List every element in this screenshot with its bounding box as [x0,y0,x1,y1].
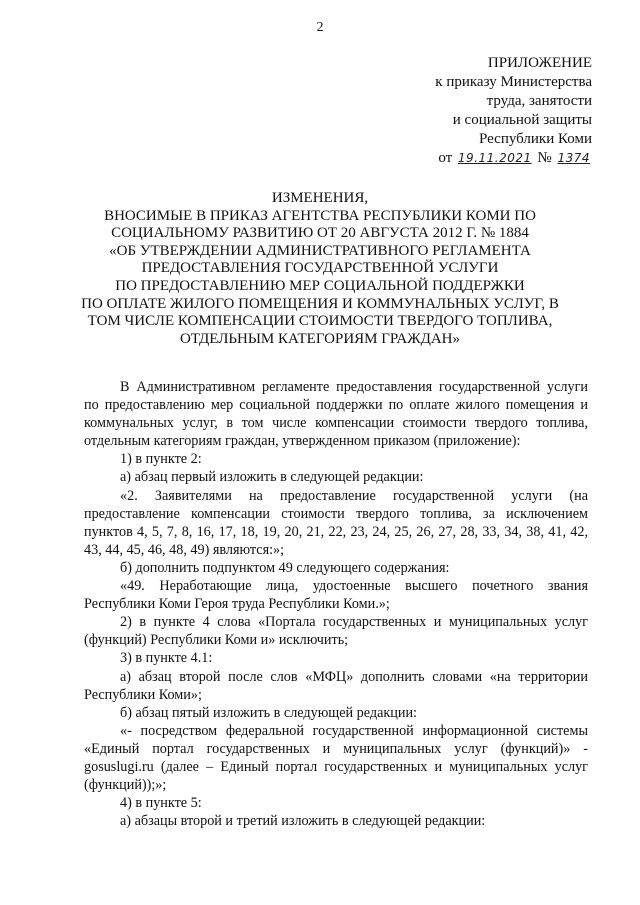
title-line: «ОБ УТВЕРЖДЕНИИ АДМИНИСТРАТИВНОГО РЕГЛАМЕНТА [109,242,531,259]
appendix-date-line [435,149,592,168]
title-line: ТОМ ЧИСЛЕ КОМПЕНСАЦИИ СТОИМОСТИ ТВЕРДОГО ТОПЛИВА, [87,313,553,330]
body-paragraph: «- посредством федеральной государственной информационной системы «Единый портал государственных и муниципальных услуг (функций)» - gosuslugi.ru (далее – Единый портал государственных и муниципальных услуг (функций));»; [84,722,588,794]
title-line: ОТДЕЛЬНЫМ КАТЕГОРИЯМ ГРАЖДАН» [179,330,461,347]
title-line: ИЗМЕНЕНИЯ, [271,190,369,206]
body-paragraph: б) абзац пятый изложить в следующей редакции: [120,704,418,721]
body-paragraph: а) абзац второй после слов «МФЦ» дополнить словами «на территории Республики Коми»; [84,668,588,703]
body-paragraph: 1) в пункте 2: [120,451,202,468]
date-prefix: от [438,150,453,166]
title-line: ПО ПРЕДОСТАВЛЕНИЮ МЕР СОЦИАЛЬНОЙ ПОДДЕРЖКИ [115,277,525,294]
appendix-line-4: Республики Коми [479,131,592,147]
appendix-header [435,54,592,168]
body-paragraph: 2) в пункте 4 слова «Портала государственных и муниципальных услуг (функций) Республики Коми и» исключить; [84,614,588,649]
body-paragraph: а) абзац первый изложить в следующей редакции: [120,469,424,486]
number-prefix: № [537,150,552,166]
body-paragraph: «49. Неработающие лица, удостоенные высшего почетного звания Республики Коми Героя труда Республики Коми.»; [84,578,588,613]
body-paragraph: б) дополнить подпунктом 49 следующего содержания: [120,559,450,576]
appendix-line-1: к приказу Министерства [435,74,592,90]
document-body [84,378,588,830]
body-paragraph: а) абзацы второй и третий изложить в следующей редакции: [120,813,486,830]
body-paragraph: «2. Заявителями на предоставление государственной услуги (на предоставление компенсации стоимости твердого топлива, за исключением пунктов 4, 5, 7, 8, 16, 17, 18, 19, 20, 21, 22, 23, 24, 25, 26, 27, 28, 33, 34, 38, 41, 42, 43, 44, 45, 46, 48, 49) являются:»; [84,487,588,558]
appendix-line-3: и социальной защиты [452,112,592,128]
page-number: 2 [316,20,324,35]
document-title [70,190,570,348]
body-paragraph: 3) в пункте 4.1: [120,650,213,667]
appendix-title: ПРИЛОЖЕНИЕ [487,55,592,71]
title-line: ВНОСИМЫЕ В ПРИКАЗ АГЕНТСТВА РЕСПУБЛИКИ КОМИ ПО [104,207,536,224]
title-line: СОЦИАЛЬНОМУ РАЗВИТИЮ ОТ 20 АВГУСТА 2012 Г. № 1884 [111,225,529,242]
appendix-line-2: труда, занятости [486,93,592,109]
title-line: ПРЕДОСТАВЛЕНИЯ ГОСУДАРСТВЕННОЙ УСЛУГИ [141,260,499,277]
title-line: ПО ОПЛАТЕ ЖИЛОГО ПОМЕЩЕНИЯ И КОММУНАЛЬНЫХ УСЛУГ, В [81,295,559,312]
handwritten-date: 19.11.2021 [457,151,532,165]
handwritten-number: 1374 [557,151,590,165]
body-paragraph: 4) в пункте 5: [120,795,202,812]
body-paragraph: В Административном регламенте предоставления государственной услуги по предоставлению мер социальной поддержки по оплате жилого помещения и коммунальных услуг, в том числе компенсации стоимости твердого топлива, отдельным категориям граждан, утвержденном приказом (приложение): [84,379,588,450]
